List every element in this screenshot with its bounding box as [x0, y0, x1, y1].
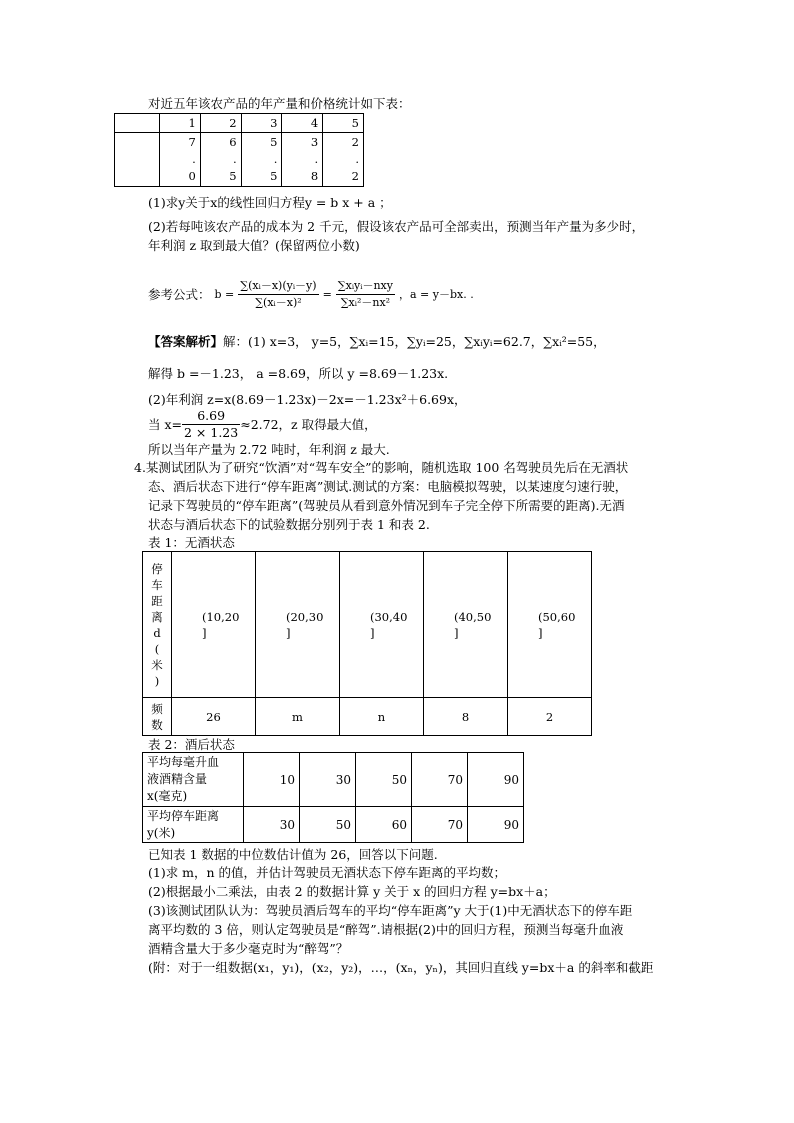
table2-cell: 90: [468, 807, 524, 843]
table2-cell: 60: [356, 807, 412, 843]
problem4-line3: 记录下驾驶员的“停车距离”(驾驶员从看到意外情况到车子完全停下所需要的距离).无酒: [148, 498, 625, 513]
after-line5: 离平均数的 3 倍，则认定驾驶员是“醉驾”.请根据(2)中的回归方程，预测当每毫升血液: [148, 922, 624, 937]
question-1: (1)求y关于x的线性回归方程y = b x + a ；: [148, 195, 392, 210]
table2-cell: 30: [300, 753, 356, 807]
ref-fraction-2: $\frac{\text{∑xᵢyᵢ－nxy}}{\text{∑xᵢ²－nx²}}$: [337, 279, 393, 309]
ref-fraction-1: $\frac{\text{∑(xᵢ－x)(yᵢ－y)}}{\text{∑(xᵢ－x)²}}$: [240, 279, 317, 309]
table0-cell: 1: [160, 114, 201, 133]
table2-cell: 30: [244, 807, 300, 843]
ref-label: 参考公式：: [148, 286, 211, 302]
after-line2: (1)求 m，n 的值，并估计驾驶员无酒状态下停车距离的平均数；: [148, 865, 507, 880]
table2-header-distance: 平均停车距离 y(米): [143, 807, 244, 843]
question-2-line2: 年利润 z 取到最大值？(保留两位小数): [148, 238, 360, 253]
table1-header-distance: 停 车 距 离 d ( 米 ): [143, 552, 172, 698]
answer-line1: 【答案解析】解：(1) x=3， y=5，∑xᵢ=15，∑yᵢ=25，∑xᵢyᵢ=62.7，∑xᵢ²=55，: [148, 334, 606, 349]
reference-formula: 参考公式： b = $\frac{\text{∑(xᵢ－x)(yᵢ－y)}}{\text{∑(xᵢ－x)²}}$ = $\frac{\text{∑xᵢyᵢ－nxy}}{\text{∑xᵢ²－nx²}}$ ，a = y－bx. .: [148, 279, 474, 309]
intro-text: 对近五年该农产品的年产量和价格统计如下表：: [148, 96, 411, 111]
table0-cell: 2: [200, 114, 241, 133]
problem4-line1: 4.某测试团队为了研究“饮酒”对“驾车安全”的影响，随机选取 100 名驾驶员先后在无酒状: [134, 460, 629, 475]
table0-cell: [115, 114, 160, 133]
table0-cell: 5: [323, 114, 364, 133]
table1-frequency: m: [256, 698, 340, 736]
table1-sober: [142, 551, 592, 736]
answer-line4: 当 x= $\frac{6.69}{2 \times 1.23}$ ≈2.72，z 取得最大值，: [148, 408, 377, 440]
table1-caption: 表 1：无酒状态: [148, 535, 235, 550]
table1-interval: (30,40 ]: [340, 552, 424, 698]
table2-caption: 表 2：酒后状态: [148, 737, 235, 752]
after-line1: 已知表 1 数据的中位数估计值为 26，回答以下问题.: [148, 847, 438, 862]
table2-drunk: [142, 752, 524, 843]
table2-cell: 90: [468, 753, 524, 807]
after-line4: (3)该测试团队认为：驾驶员酒后驾车的平均“停车距离”y 大于(1)中无酒状态下的停车距: [148, 903, 633, 918]
after-line7: (附：对于一组数据(x₁，y₁)，(x₂，y₂)，…，(xₙ，yₙ)，其回归直线 y=bx＋a 的斜率和截距: [148, 960, 654, 975]
answer-line2: 解得 b =－1.23， a =8.69，所以 y =8.69－1.23x.: [148, 366, 449, 381]
table1-interval: (10,20 ]: [172, 552, 256, 698]
answer-tag: 【答案解析】: [148, 334, 224, 349]
table1-frequency: 26: [172, 698, 256, 736]
table2-cell: 70: [412, 753, 468, 807]
table2-cell: 50: [356, 753, 412, 807]
table0-value-cell: 2 . 2: [323, 133, 364, 187]
table0-empty-cell: [115, 133, 160, 187]
table2-cell: 70: [412, 807, 468, 843]
question-2-line1: (2)若每吨该农产品的成本为 2 千元，假设该农产品可全部卖出，预测当年产量为多少时，: [148, 219, 645, 234]
table1-interval: (20,30 ]: [256, 552, 340, 698]
table0-value-cell: 7 . 0: [160, 133, 201, 187]
table1-header-frequency: 频 数: [143, 698, 172, 736]
table1-frequency: n: [340, 698, 424, 736]
problem4-line2: 态、酒后状态下进行“停车距离”测试.测试的方案：电脑模拟驾驶，以某速度匀速行驶，: [148, 479, 628, 494]
ref-a: ，a = y－bx. .: [398, 287, 474, 301]
table0-cell: 4: [282, 114, 323, 133]
answer-fraction: $\frac{6.69}{2 \times 1.23}$: [184, 408, 239, 440]
answer-line3: (2)年利润 z=x(8.69－1.23x)－2x=－1.23x²＋6.69x，: [148, 392, 467, 407]
table0-value-cell: 6 . 5: [200, 133, 241, 187]
table1-interval: (40,50 ]: [424, 552, 508, 698]
problem4-line4: 状态与酒后状态下的试验数据分别列于表 1 和表 2.: [148, 517, 430, 532]
table2-cell: 50: [300, 807, 356, 843]
table1-frequency: 8: [424, 698, 508, 736]
table-production-price: [114, 113, 364, 187]
after-line3: (2)根据最小二乘法，由表 2 的数据计算 y 关于 x 的回归方程 y=bx＋a；: [148, 884, 556, 899]
ref-b: b =: [214, 287, 235, 301]
table1-interval: (50,60 ]: [508, 552, 592, 698]
after-line6: 酒精含量大于多少毫克时为“醉驾”？: [148, 941, 349, 956]
table0-value-cell: 5 . 5: [241, 133, 282, 187]
table2-cell: 10: [244, 753, 300, 807]
table1-frequency: 2: [508, 698, 592, 736]
table0-cell: 3: [241, 114, 282, 133]
table0-value-cell: 3 . 8: [282, 133, 323, 187]
table2-header-alcohol: 平均每毫升血 液酒精含量 x(毫克): [143, 753, 244, 807]
answer-line5: 所以当年产量为 2.72 吨时，年利润 z 最大.: [148, 442, 390, 457]
